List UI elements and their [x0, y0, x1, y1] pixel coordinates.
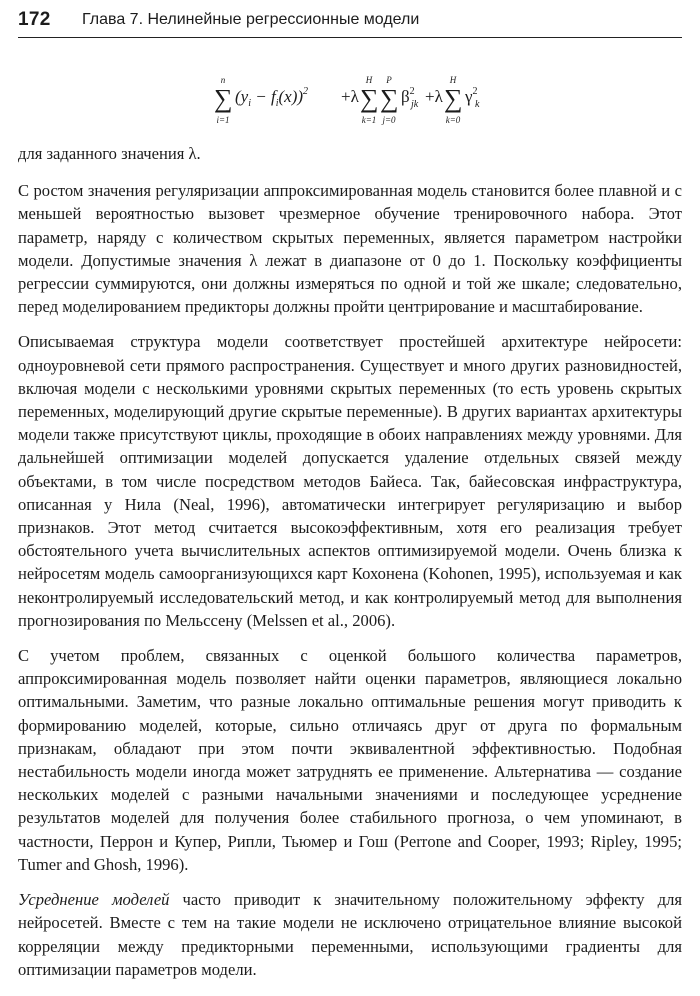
sum1-lower-limit: i=1	[216, 115, 230, 125]
paragraph-regularization: С ростом значения регуляризации аппроксимированная модель становится более плавной и с меньшей вероятностью вызовет чрезмерное обучение тренировочного набора. Этот параметр, наряду с количеством скрытых переменных, является параметром настройки модели. Допустимые значения λ лежат в диапазоне от 0 до 1. Поскольку коэффициенты регрессии суммируются, они должны измеряться по одной и той же шкале; следовательно, перед моделированием предикторы должны пройти центрирование и масштабирование.	[18, 181, 682, 317]
body-text	[18, 142, 682, 993]
sum2-lower-limit: k=1	[361, 115, 377, 125]
running-title: Глава 7. Нелинейные регрессионные модели	[82, 11, 420, 28]
sum1-sigma: ∑	[214, 84, 233, 113]
paragraph-local-optima: С учетом проблем, связанных с оценкой большого количества параметров, аппроксимированная модель позволяет найти оценки параметров, являющиеся локально оптимальными. Заметим, что разные локально оптимальные решения могут приводить к формированию моделей, которые, сильно отличаясь друг от друга по формальным признакам, обладают при этом почти эквивалентной эффективностью. Подобная нестабильность модели иногда может затруднять ее применение. Альтернатива — создание нескольких моделей с разными начальными значениями и последующее усреднение результатов моделей для получения более стабильного прогноза, о чем упоминают, в частности, Перрон и Купер, Рипли, Тьюмер и Гош (Perrone and Cooper, 1993; Ripley, 1995; Tumer and Ghosh, 1996).	[18, 646, 682, 874]
sum4-upper-limit: H	[449, 75, 457, 85]
gamma-subscript: k	[475, 99, 480, 110]
gamma-term: $\gamma^2$	[465, 86, 478, 106]
sum2-upper-limit: H	[365, 75, 373, 85]
paragraph-architecture: Описываемая структура модели соответствует простейшей архитектуре нейросети: одноуровневой сети прямого распространения. Существует и много других разновидностей, включая модели с несколькими уровнями скрытых переменных (то есть уровень скрытых переменных, моделирующий другие скрытые переменные). В других вариантах архитектуры модели также присутствуют циклы, проходящие в обоих направлениях между уровнями. Для дальнейшей оптимизации моделей допускается удаление отдельных связей между объектами, в том числе посредством методов Байеса. Так, байесовская инфраструктура, описанная у Нила (Neal, 1996), автоматически интегрирует регуляризацию и выбор признаков. Этот метод считается высокоэффективным, хотя его реализация требует обстоятельного учета вычислительных аспектов оптимизируемой модели. Очень близка к нейросетям модель самоорганизующихся карт Кохонена (Kohonen, 1995), используемая и как неконтролируемый исследовательский метод, и как контролируемый метод для выполнения прогнозирования по Мельссену (Melssen et al., 2006).	[18, 332, 682, 630]
beta-term: $\beta^2$	[401, 86, 415, 106]
sum3-sigma: ∑	[380, 84, 399, 113]
term-residual: $(y_i - f_i(x))^2$	[235, 86, 309, 109]
lambda-2: +λ	[425, 87, 443, 106]
sum1-upper-limit: n	[220, 75, 226, 85]
sum2-sigma: ∑	[360, 84, 379, 113]
sum3-lower-limit: j=0	[382, 115, 396, 125]
sum4-lower-limit: k=0	[445, 115, 461, 125]
paragraph-model-averaging	[18, 888, 682, 981]
page-number: 172	[18, 9, 51, 30]
page-header	[18, 9, 682, 38]
model-averaging-text: часто приводит к значительному положительному эффекту для нейросетей. Вместе с тем на такие модели не исключено отрицательное влияние высокой корреляции между предикторными переменными, использующими градиенты для оптимизации параметров модели.	[18, 890, 682, 979]
regularized-sse-formula	[0, 74, 700, 130]
paragraph-lambda-note: для заданного значения λ.	[18, 144, 201, 163]
beta-subscript: jk	[411, 99, 419, 110]
lambda-1: +λ	[341, 87, 359, 106]
sum4-sigma: ∑	[444, 84, 463, 113]
sum3-upper-limit: P	[386, 75, 392, 85]
model-averaging-term: Усреднение моделей	[18, 890, 170, 910]
